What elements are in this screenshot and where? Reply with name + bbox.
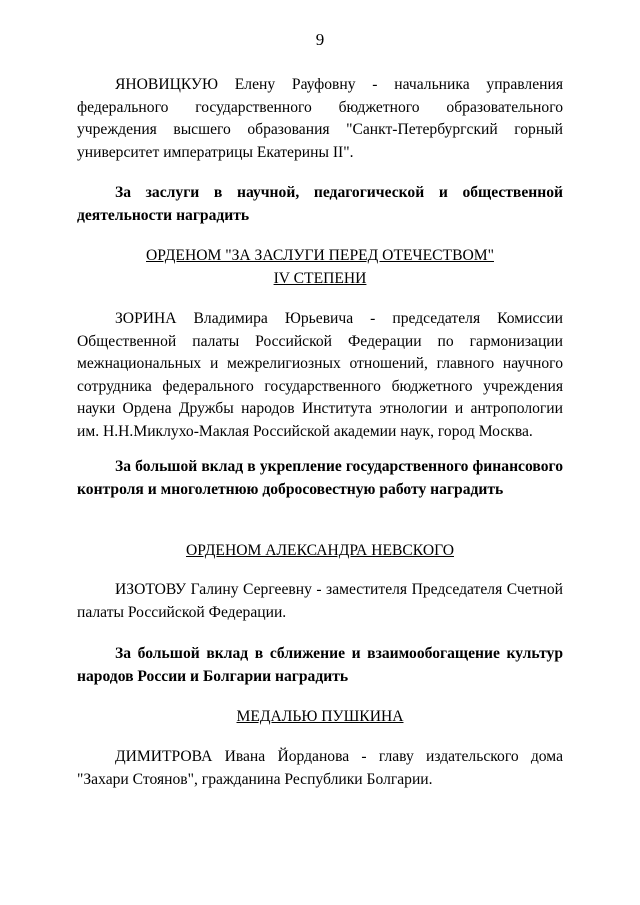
award-title-pushkin-medal [0, 706, 640, 729]
award-reason-3: За большой вклад в сближение и взаимообогащение культур народов России и Болгарии наградить [77, 645, 563, 685]
person-izotova: ИЗОТОВУ Галину Сергеевну - заместителя Председателя Счетной палаты Российской Федерации. [77, 581, 563, 621]
award-title-line: ОРДЕНОМ АЛЕКСАНДРА НЕВСКОГО [186, 542, 454, 559]
award-title-line: МЕДАЛЬЮ ПУШКИНА [236, 708, 404, 725]
person-zorin: ЗОРИНА Владимира Юрьевича - председателя Комиссии Общественной палаты Российской Федерации по гармонизации межнациональных и межрелигиозных отношений, главного научного сотрудника федерального государственного бюджетного учреждения науки Ордена Дружбы народов Института этнологии и антропологии им. Н.Н.Миклухо-Маклая Российской академии наук, город Москва. [77, 310, 563, 440]
award-title-order-merit [0, 245, 640, 290]
award-title-order-nevsky [0, 540, 640, 563]
award-title-line-1: ОРДЕНОМ "ЗА ЗАСЛУГИ ПЕРЕД ОТЕЧЕСТВОМ" [146, 247, 494, 264]
award-reason-2: За большой вклад в укрепление государственного финансового контроля и многолетнюю добросовестную работу наградить [77, 458, 563, 498]
award-reason-1: За заслуги в научной, педагогической и общественной деятельности наградить [77, 184, 563, 224]
award-title-line-2: IV СТЕПЕНИ [273, 269, 367, 287]
page-number: 9 [315, 30, 325, 49]
person-dimitrov: ДИМИТРОВА Ивана Йорданова - главу издательского дома "Захари Стоянов", гражданина Республики Болгарии. [77, 748, 563, 788]
person-yanovitskaya: ЯНОВИЦКУЮ Елену Рауфовну - начальника управления федерального государственного бюджетного образовательного учреждения высшего образования "Санкт-Петербургский горный университет императрицы Екатерины II". [77, 76, 563, 161]
